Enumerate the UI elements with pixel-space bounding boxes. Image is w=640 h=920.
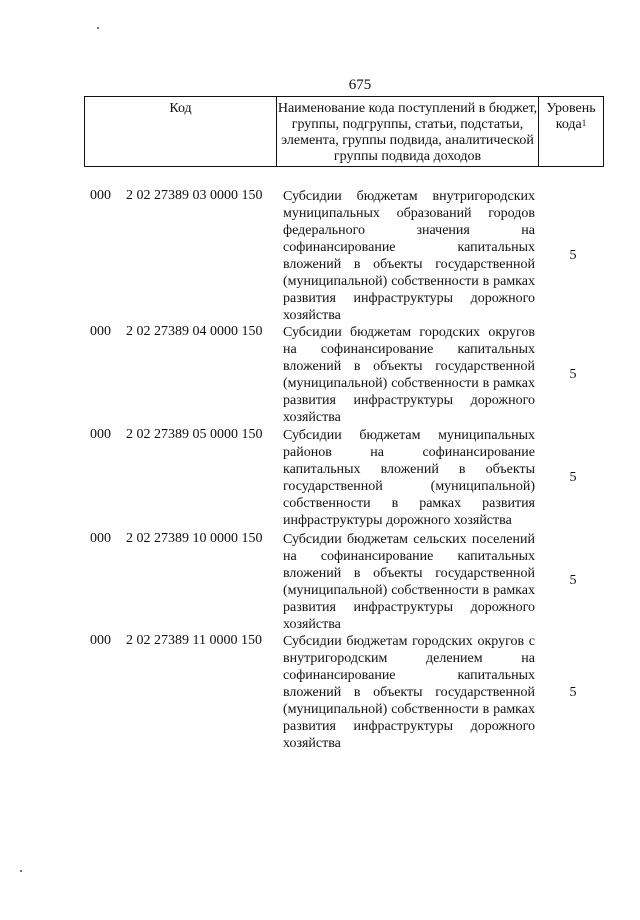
scan-speck: [20, 870, 22, 872]
income-code: 2 02 27389 05 0000 150: [126, 427, 263, 442]
admin-code: 000: [90, 531, 111, 546]
table-header: [84, 96, 604, 167]
header-level-footnote: 1: [581, 118, 587, 128]
admin-code: 000: [90, 324, 111, 339]
income-code: 2 02 27389 04 0000 150: [126, 324, 263, 339]
income-code: 2 02 27389 03 0000 150: [126, 188, 263, 203]
header-level: [539, 97, 603, 166]
header-name: Наименование кода поступлений в бюджет, группы, подгруппы, статьи, подстатьи, элемента, группы подвида, аналитической группы подвида доходов: [277, 97, 539, 166]
code-level: 5: [569, 470, 577, 485]
income-name: Субсидии бюджетам внутригородских муниципальных образований городов федерального значения на софинансирование капитальных вложений в объекты государственной (муниципальной) собственности в рамках развития инфраструктуры дорожного хозяйства: [283, 189, 535, 323]
page-number: 675: [348, 77, 372, 93]
header-code: Код: [85, 97, 277, 166]
header-level-label: Уровень кода: [546, 101, 596, 132]
income-name: Субсидии бюджетам муниципальных районов на софинансирование капитальных вложений в объекты государственной (муниципальной) собственности в рамках развития инфраструктуры дорожного хозяйства: [283, 428, 535, 528]
income-name: Субсидии бюджетам сельских поселений на софинансирование капитальных вложений в объекты государственной (муниципальной) собственности в рамках развития инфраструктуры дорожного хозяйства: [283, 532, 535, 632]
scan-speck: [97, 27, 99, 29]
income-code: 2 02 27389 10 0000 150: [126, 531, 263, 546]
code-level: 5: [569, 367, 577, 382]
income-name: Субсидии бюджетам городских округов с внутригородским делением на софинансирование капитальных вложений в объекты государственной (муниципальной) собственности в рамках развития инфраструктуры дорожного хозяйства: [283, 634, 535, 751]
income-name: Субсидии бюджетам городских округов на софинансирование капитальных вложений в объекты государственной (муниципальной) собственности в рамках развития инфраструктуры дорожного хозяйства: [283, 325, 535, 425]
admin-code: 000: [90, 188, 111, 203]
code-level: 5: [569, 685, 577, 700]
code-level: 5: [569, 573, 577, 588]
income-code: 2 02 27389 11 0000 150: [126, 633, 262, 648]
admin-code: 000: [90, 427, 111, 442]
admin-code: 000: [90, 633, 111, 648]
code-level: 5: [569, 248, 577, 263]
